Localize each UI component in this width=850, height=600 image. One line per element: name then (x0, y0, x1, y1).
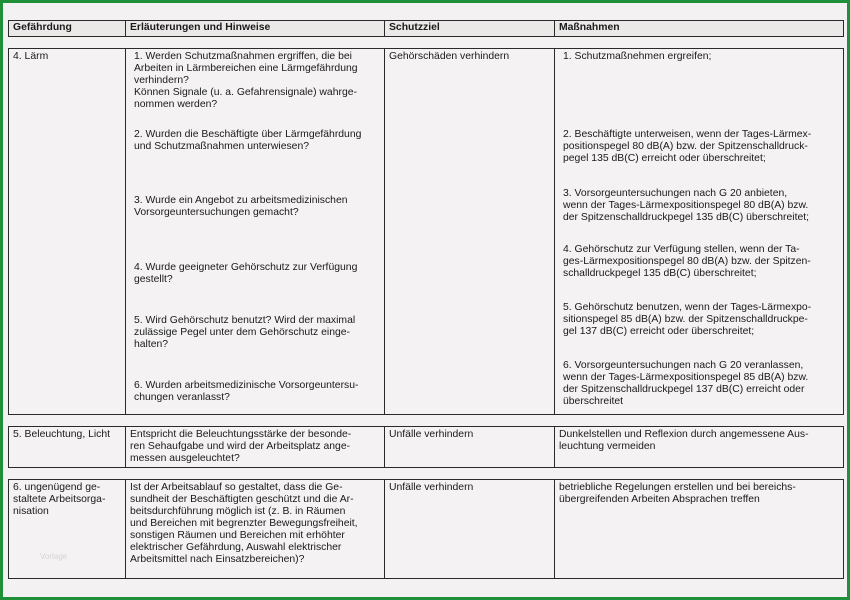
measure-item: 5. Gehörschutz benutzen, wenn der Tages-Lärmexpo- sitionspegel 85 dB(A) bzw. der Spitzenschalldruckpe- gel 137 dB(C) erreicht oder überschreitet; (563, 302, 812, 337)
measure-item: 6. Vorsorgeuntersuchungen nach G 20 veranlassen, wenn der Tages-Lärmexpositionspegel 85 dB(A) bzw. der Spitzenschalldruckpegel 137 dB(C) erreicht oder überschreitet (563, 360, 809, 407)
cell-massnahmen: betriebliche Regelungen erstellen und bei bereichs- übergreifenden Arbeiten Absprachen treffen (559, 482, 796, 505)
measure-item: 4. Gehörschutz zur Verfügung stellen, wenn der Ta- ges-Lärmexpositionspegel 80 dB(A) bzw. der Spitzen- schalldruckpegel 135 dB(C) überschreitet; (563, 244, 811, 279)
cell-erlaeuterungen (126, 49, 385, 414)
hint-item: 2. Wurden die Beschäftigte über Lärmgefährdung und Schutzmaßnahmen unterwiesen? (134, 129, 362, 152)
header-gefaehrdung: Gefährdung (9, 21, 126, 36)
measure-item: 1. Schutzmaßnehmen ergreifen; (563, 51, 712, 62)
cell-erlaeuterungen: Ist der Arbeitsablauf so gestaltet, dass die Ge- sundheit der Beschäftigten geschützt und die Ar- beitsdurchführung möglich ist (z. B. in Räumen und Bereichen mit begrenzter Bewegungsfreiheit, sonstigen Räumen und Bereichen mit erhöhter elektrischer Gefährdung, Auswahl elektrischer Arbeitsmittel nach Einsatzbereichen)? (126, 480, 385, 578)
cell-massnahmen (555, 49, 843, 414)
hint-item: 1. Werden Schutzmaßnahmen ergriffen, die bei Arbeiten in Lärmbereichen eine Lärmgefährdung verhindern? Können Signale (u. a. Gefahrensignale) wahrge- nommen werden? (134, 51, 358, 110)
measure-item: 3. Vorsorgeuntersuchungen nach G 20 anbieten, wenn der Tages-Lärmexpositionspegel 80 dB(A) bzw. der Spitzenschalldruckpegel 135 dB(C) überschreitet; (563, 188, 810, 223)
cell-gefaehrdung: 6. ungenügend ge- staltete Arbeitsorga- nisation (9, 480, 126, 578)
hint-item: 3. Wurde ein Angebot zu arbeitsmedizinischen Vorsorgeuntersuchungen gemacht? (134, 195, 348, 218)
table-header (8, 20, 844, 37)
cell-schutzziel: Gehörschäden verhindern (385, 49, 555, 414)
measure-item: 2. Beschäftigte unterweisen, wenn der Tages-Lärmex- positionspegel 80 dB(A) bzw. der Spitzenschalldruck- pegel 135 dB(C) erreicht oder überschreitet; (563, 129, 812, 164)
hint-item: 4. Wurde geeigneter Gehörschutz zur Verfügung gestellt? (134, 262, 358, 285)
cell-gefaehrdung: 4. Lärm (9, 49, 126, 414)
watermark: Vorlage (40, 552, 68, 561)
table-row-beleuchtung (8, 426, 844, 468)
table-row-laerm (8, 48, 844, 415)
table-row-arbeitsorganisation (8, 479, 844, 579)
header-massnahmen: Maßnahmen (559, 22, 620, 33)
hint-item: 6. Wurden arbeitsmedizinische Vorsorgeuntersu- chungen veranlasst? (134, 380, 359, 403)
cell-massnahmen: Dunkelstellen und Reflexion durch angemessene Aus- leuchtung vermeiden (559, 429, 809, 452)
cell-schutzziel: Unfälle verhindern (385, 427, 555, 467)
cell-erlaeuterungen: Entspricht die Beleuchtungsstärke der besonde- ren Sehaufgabe und wird der Arbeitsplatz ange- messen ausgeleuchtet? (126, 427, 385, 467)
header-erlaeuterungen: Erläuterungen und Hinweise (126, 21, 385, 36)
cell-gefaehrdung: 5. Beleuchtung, Licht (9, 427, 126, 467)
cell-schutzziel: Unfälle verhindern (385, 480, 555, 578)
header-schutzziel: Schutzziel (385, 21, 555, 36)
hint-item: 5. Wird Gehörschutz benutzt? Wird der maximal zulässige Pegel unter dem Gehörschutz einge- halten? (134, 315, 356, 350)
